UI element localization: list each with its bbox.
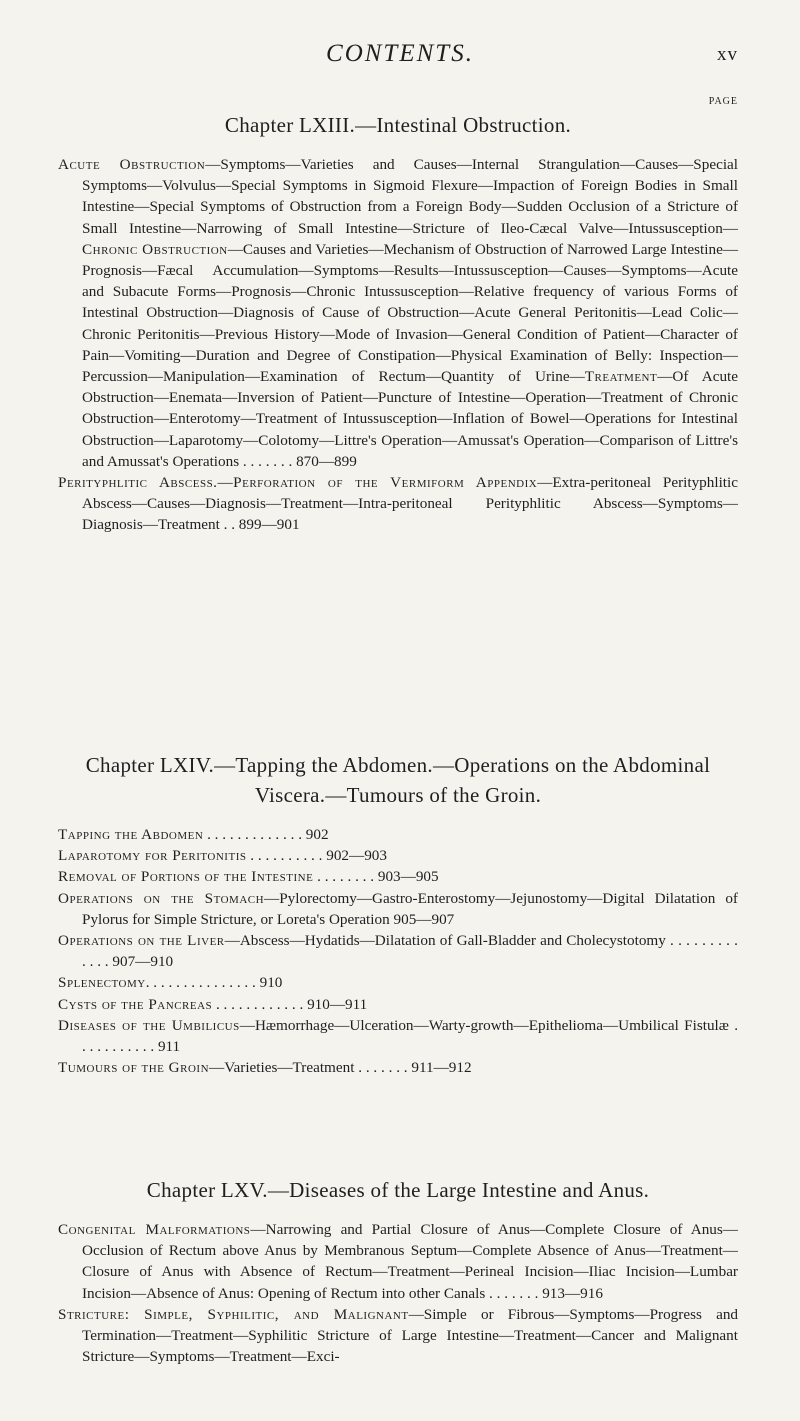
- entry-lead: Splenectomy: [58, 974, 146, 992]
- entry-lead: Laparotomy for Peritonitis: [58, 847, 247, 865]
- entry-text: —Extra-peritoneal Perityphlitic Abscess—Causes—Diagnosis—Treatment—Intra-peritoneal Perityphlitic Abscess—Symptoms—Diagnosis—Treatment . .: [82, 474, 738, 534]
- entry-pages: 911: [157, 1038, 181, 1056]
- toc-entry: [58, 866, 738, 887]
- entry-text: —Varieties—Treatment . . . . . . .: [209, 1059, 408, 1077]
- toc-entry: [58, 1219, 738, 1304]
- chapter-64: [58, 750, 738, 1078]
- entry-text: —Narrowing and Partial Closure of Anus—Complete Closure of Anus—Occlusion of Rectum above Anus by Membranous Septum—Complete Absence of Anus—Treatment—Closure of Anus with Absence of Rectum—Treatment—Perineal Incision—Iliac Incision—Lumbar Incision—Absence of Anus: Opening of Rectum into other Canals . . . . . . .: [82, 1221, 738, 1302]
- entry-pages: 910—911: [307, 995, 368, 1013]
- entry-lead: Operations on the Liver: [58, 932, 225, 950]
- entry-pages: 911—912: [411, 1059, 472, 1077]
- entry-lead: Acute Obstruction: [58, 156, 206, 173]
- entry-subhead: Chronic Obstruction: [82, 240, 228, 258]
- entry-text: —Causes and Varieties—Mechanism of Obstruction of Narrowed Large Intestine—Prognosis—Fæcal Accumulation—Symptoms—Results—Intussusception—Causes—Symptoms—Acute and Subacute Forms—Prognosis—Chronic Intussusception—Relative frequency of various Forms of Intestinal Obstruction—Diagnosis of Cause of Obstruction—Acute General Peritonitis—Lead Colic—Chronic Peritonitis—Previous History—Mode of Invasion—General Condition of Patient—Character of Pain—Vomiting—Duration and Degree of Constipation—Physical Examination of Belly: Inspection—Percussion—Manipulation—Examination of Rectum—Quantity of Urine—: [82, 240, 739, 386]
- page-header: [0, 40, 800, 80]
- toc-entry: [58, 1057, 738, 1078]
- toc-entry: [58, 154, 738, 472]
- entry-text: —Abscess—Hydatids—Dilatation of Gall-Bladder and Cholecystotomy . . . . . . . . . . . . .: [82, 932, 738, 971]
- entry-text: —Symptoms—Varieties and Causes—Internal Strangulation—Causes—Special Symptoms—Volvulus—Special Symptoms in Sigmoid Flexure—Impaction of Foreign Bodies in Small Intestine—Special Symptoms of Obstruction from a Foreign Body—Sudden Occlusion of a Stricture of Small Intestine—Narrowing of Small Intestine—Stricture of Ileo-Cæcal Valve—Intussusception—: [82, 156, 739, 237]
- chapter-heading: Chapter LXIII.—Intestinal Obstruction.: [224, 113, 572, 137]
- chapter-65: [58, 1175, 738, 1367]
- entry-pages: 905—907: [393, 910, 455, 928]
- toc-entry: [58, 1304, 738, 1368]
- entry-text: —Of Acute Obstruction—Enemata—Inversion of Patient—Puncture of Intestine—Operation—Treatment of Chronic Obstruction—Enterotomy—Treatment of Intussusception—Inflation of Bowel—Operations for Intestinal Obstruction—Laparotomy—Colotomy—Littre's Operation—Amussat's Operation—Comparison of Littre's and Amussat's Operations . . . . . . .: [82, 368, 738, 470]
- toc-entry: [58, 930, 738, 972]
- page-number: xv: [717, 44, 738, 65]
- toc-entry: [58, 888, 738, 930]
- entry-pages: 902: [305, 826, 329, 843]
- entry-text: . . . . . . . .: [313, 868, 375, 886]
- toc-entry: [58, 824, 738, 845]
- chapter-heading: Chapter LXV.—Diseases of the Large Intestine and Anus.: [146, 1178, 650, 1202]
- entry-lead: Tumours of the Groin: [58, 1059, 210, 1077]
- page-column-label: PAGE: [708, 96, 738, 107]
- entry-lead: Stricture: Simple, Syphilitic, and Malignant: [58, 1305, 409, 1323]
- entry-lead: Tapping the Abdomen: [58, 826, 204, 843]
- entry-pages: 910: [259, 974, 283, 992]
- entry-pages: 902—903: [326, 847, 387, 865]
- entry-lead: Removal of Portions of the Intestine: [58, 868, 314, 886]
- toc-entry: [58, 1015, 738, 1057]
- chapter-entries: [58, 154, 738, 536]
- entry-text: . . . . . . . . . . . . .: [203, 826, 302, 843]
- entry-text: —Simple or Fibrous—Symptoms—Progress and Termination—Treatment—Syphilitic Stricture of Large Intestine—Treatment—Cancer and Malignant Stricture—Symptoms—Treatment—Exci-: [82, 1305, 739, 1366]
- entry-lead: Perityphlitic Abscess.—Perforation of the Vermiform Appendix: [58, 474, 538, 492]
- entry-text: —Pylorectomy—Gastro-Enterostomy—Jejunostomy—Digital Dilatation of Pylorus for Simple Stricture, or Loreta's Operation: [82, 889, 738, 928]
- chapter-heading: Chapter LXIV.—Tapping the Abdomen.—Operations on the Abdominal Viscera.—Tumours of the Groin.: [85, 753, 711, 807]
- chapter-entries: [58, 1219, 738, 1367]
- chapter-entries: [58, 824, 738, 1078]
- entry-pages: 870—899: [296, 452, 357, 470]
- toc-entry: [58, 845, 738, 866]
- entry-pages: 903—905: [377, 868, 439, 886]
- chapter-63: [58, 110, 738, 536]
- toc-entry: [58, 994, 738, 1015]
- entry-pages: 907—910: [112, 953, 174, 971]
- entry-lead: Congenital Malformations: [58, 1221, 251, 1238]
- entry-text: . . . . . . . . . . . . . . .: [145, 974, 256, 992]
- toc-entry: [58, 472, 738, 536]
- entry-lead: Diseases of the Umbilicus: [58, 1016, 240, 1034]
- entry-lead: Cysts of the Pancreas: [58, 995, 213, 1013]
- entry-pages: 913—916: [542, 1284, 603, 1302]
- entry-text: . . . . . . . . . .: [246, 847, 323, 865]
- toc-entry: [58, 972, 738, 993]
- entry-subhead: Treatment: [584, 368, 658, 386]
- entry-text: . . . . . . . . . . . .: [212, 995, 304, 1013]
- running-title: CONTENTS.: [326, 40, 474, 67]
- entry-pages: 899—901: [238, 516, 300, 534]
- entry-text: —Hæmorrhage—Ulceration—Warty-growth—Epithelioma—Umbilical Fistulæ . . . . . . . . . . .: [82, 1016, 738, 1056]
- entry-lead: Operations on the Stomach: [58, 889, 265, 907]
